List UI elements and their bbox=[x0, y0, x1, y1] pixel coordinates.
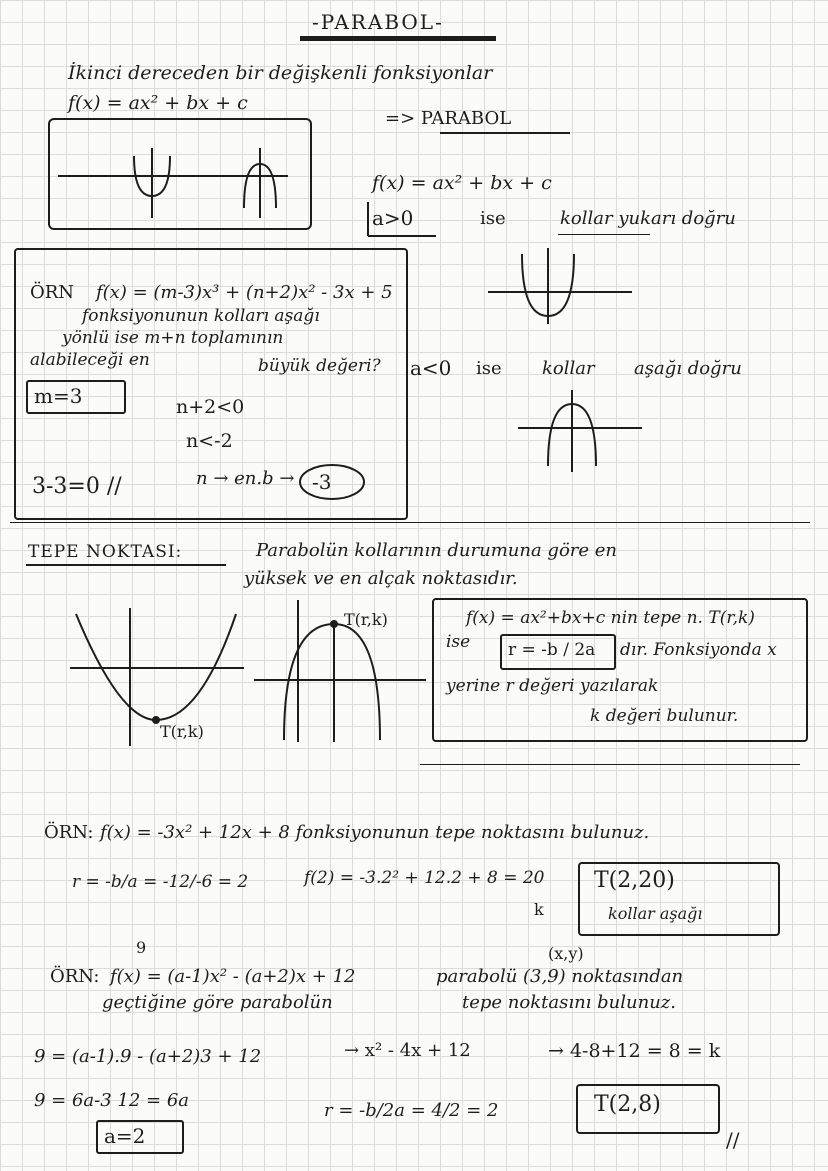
ise-word-2: ise bbox=[476, 358, 502, 379]
example2-k-mark: k bbox=[534, 900, 544, 919]
example3-q-c: tepe noktasını bulunuz. bbox=[462, 992, 677, 1013]
ise-word: ise bbox=[480, 208, 506, 229]
example3-point-label: (x,y) bbox=[548, 944, 584, 963]
vertex-downward-parabola bbox=[250, 596, 430, 746]
example1-q4: büyük değeri? bbox=[258, 356, 381, 376]
example3-label: ÖRN: bbox=[50, 966, 100, 987]
step-n-less: n<-2 bbox=[186, 430, 233, 452]
arms-up-parabola bbox=[480, 240, 640, 330]
cond-a-negative: a<0 bbox=[410, 356, 452, 380]
step-n-plus-2: n+2<0 bbox=[176, 396, 245, 418]
vertex-heading-underline bbox=[26, 564, 226, 566]
m-result-box bbox=[26, 380, 126, 414]
example3-sup: 9 bbox=[136, 938, 147, 957]
example3-function: f(x) = (a-1)x² - (a+2)x + 12 bbox=[110, 966, 356, 987]
parabola-result: => PARABOL bbox=[385, 108, 512, 129]
example3-a-value-box bbox=[96, 1120, 184, 1154]
arms-up-underline bbox=[558, 234, 650, 235]
vertex-box-line2: dır. Fonksiyonda x bbox=[620, 640, 777, 660]
vertex-label-right: T(r,k) bbox=[344, 610, 388, 629]
step-n-greatest: n → en.b → bbox=[196, 468, 295, 489]
vertex-box-ise: ise bbox=[446, 632, 471, 652]
page-title: -PARABOL- bbox=[312, 10, 444, 34]
section-divider-1 bbox=[10, 522, 810, 523]
example3-q-a: parabolü (3,9) noktasından bbox=[436, 966, 684, 987]
result-underline bbox=[440, 132, 570, 134]
example3-answer: T(2,8) bbox=[594, 1092, 661, 1117]
m-result: m=3 bbox=[34, 384, 83, 408]
intro-line: İkinci dereceden bir değişkenli fonksiyonlar bbox=[68, 62, 493, 84]
example3-end-mark: // bbox=[726, 1128, 740, 1152]
example2-label: ÖRN: bbox=[44, 822, 94, 843]
vertex-box-line3: yerine r değeri yazılarak bbox=[446, 676, 659, 696]
example1-q1: fonksiyonunun kolları aşağı bbox=[82, 306, 320, 326]
kollar-word: kollar bbox=[542, 358, 595, 379]
vertex-r-formula-box bbox=[500, 634, 616, 670]
vertex-def-line2: yüksek ve en alçak noktasıdır. bbox=[244, 568, 518, 589]
arms-up-text: kollar yukarı doğru bbox=[560, 208, 736, 229]
example1-q3: alabileceği en bbox=[30, 350, 150, 370]
example3-poly: → x² - 4x + 12 bbox=[344, 1040, 471, 1061]
example1-q2: yönlü ise m+n toplamının bbox=[62, 328, 284, 348]
arms-down-parabola bbox=[510, 384, 650, 474]
vertex-box-line1: f(x) = ax²+bx+c nin tepe n. T(r,k) bbox=[466, 608, 755, 628]
vertex-heading: TEPE NOKTASI: bbox=[28, 542, 183, 562]
vertex-upward-parabola bbox=[60, 600, 250, 750]
vertex-r-formula: r = -b / 2a bbox=[508, 640, 596, 660]
vertex-def-line1: Parabolün kollarının durumuna göre en bbox=[256, 540, 618, 561]
example2-answer-note: kollar aşağı bbox=[608, 904, 703, 923]
example3-k-calc: → 4-8+12 = 8 = k bbox=[548, 1040, 721, 1062]
example2-question: f(x) = -3x² + 12x + 8 fonksiyonunun tepe noktasını bulunuz. bbox=[100, 822, 650, 843]
example3-calc2: 9 = 6a-3 12 = 6a bbox=[34, 1090, 190, 1111]
n-value-circle bbox=[298, 462, 368, 502]
cond-a-positive: a>0 bbox=[372, 206, 414, 230]
intro-parabola-sketches bbox=[48, 118, 308, 226]
n-value: -3 bbox=[312, 470, 332, 494]
example2-r-calc: r = -b/a = -12/-6 = 2 bbox=[72, 872, 249, 892]
cond-bracket bbox=[366, 200, 438, 240]
example1-function: f(x) = (m-3)x³ + (n+2)x² - 3x + 5 bbox=[96, 282, 393, 303]
title-underline bbox=[300, 36, 496, 41]
example3-a-value: a=2 bbox=[104, 1124, 146, 1148]
vertex-box-line4: k değeri bulunur. bbox=[590, 706, 739, 726]
example2-f-calc: f(2) = -3.2² + 12.2 + 8 = 20 bbox=[304, 868, 545, 888]
section-divider-2 bbox=[420, 764, 800, 765]
example3-r-calc: r = -b/2a = 4/2 = 2 bbox=[324, 1100, 499, 1121]
vertex-label-left: T(r,k) bbox=[160, 722, 204, 741]
example3-calc1: 9 = (a-1).9 - (a+2)3 + 12 bbox=[34, 1046, 262, 1067]
sum-result: 3-3=0 // bbox=[32, 474, 122, 499]
intro-formula: f(x) = ax² + bx + c bbox=[68, 92, 248, 114]
example2-answer: T(2,20) bbox=[594, 868, 675, 893]
example3-q-b: geçtiğine göre parabolün bbox=[102, 992, 333, 1013]
arms-down-text: aşağı doğru bbox=[634, 358, 742, 379]
arms-formula: f(x) = ax² + bx + c bbox=[372, 172, 552, 194]
example1-label: ÖRN bbox=[30, 282, 75, 303]
